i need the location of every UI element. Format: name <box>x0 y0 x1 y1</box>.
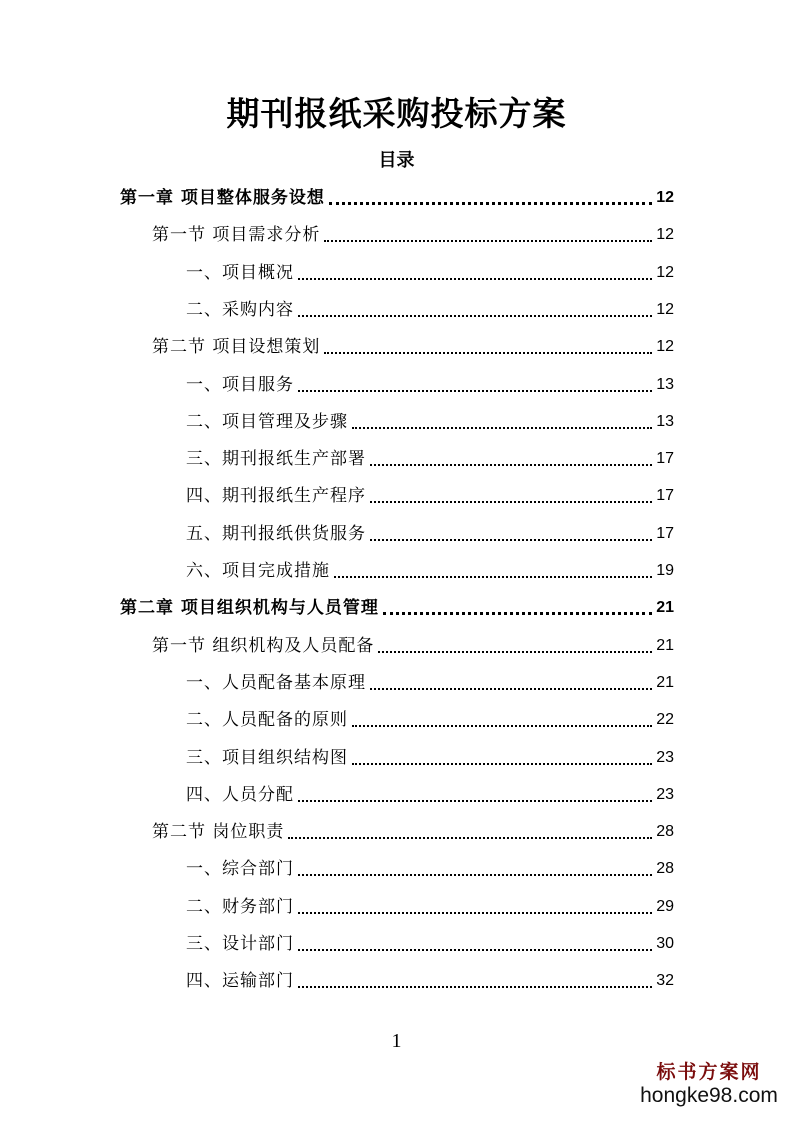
toc-entry-label: 六、项目完成措施 <box>186 561 330 581</box>
toc-entry-page: 21 <box>656 673 674 691</box>
toc-entry-page: 12 <box>656 263 674 281</box>
toc-entry-label: 第一节 组织机构及人员配备 <box>152 635 375 656</box>
toc-entry-label: 一、综合部门 <box>186 859 294 880</box>
watermark-url: hongke98.com <box>640 1084 778 1107</box>
toc-leader-dots <box>298 873 652 876</box>
toc-entry-page: 17 <box>656 487 674 505</box>
toc-entry[interactable] <box>152 333 674 361</box>
toc-entry-page: 23 <box>656 785 674 803</box>
toc-entry-page: 13 <box>656 375 674 393</box>
toc-entry-page: 19 <box>656 562 674 579</box>
watermark-name: 标书方案网 <box>656 1061 762 1083</box>
toc-entry-label: 一、项目概况 <box>186 262 294 283</box>
toc-entry[interactable] <box>152 221 674 249</box>
toc-entry-label: 五、期刊报纸供货服务 <box>186 523 366 544</box>
toc-entry[interactable] <box>120 184 674 212</box>
page-number: 1 <box>391 1030 402 1052</box>
toc-entry-label: 第二节 岗位职责 <box>152 822 285 843</box>
toc-entry-page: 29 <box>656 897 674 915</box>
toc-leader-dots <box>298 314 652 317</box>
toc-entry-label: 四、人员分配 <box>186 784 294 805</box>
toc-entry[interactable] <box>120 594 674 622</box>
toc-entry[interactable] <box>186 706 674 734</box>
toc-entry[interactable] <box>186 520 674 548</box>
toc-leader-dots <box>298 911 652 914</box>
toc-entry[interactable] <box>186 445 674 473</box>
toc-entry-page: 12 <box>656 338 674 356</box>
toc-entry-label: 三、期刊报纸生产部署 <box>186 449 366 470</box>
toc-entry[interactable] <box>186 371 674 399</box>
toc-entry-page: 17 <box>656 524 674 542</box>
toc-entry[interactable] <box>186 781 674 809</box>
toc-entry-label: 第二节 项目设想策划 <box>152 337 321 358</box>
toc-entry[interactable] <box>186 967 674 995</box>
toc-entry-label: 三、设计部门 <box>186 934 294 954</box>
toc-entry[interactable] <box>186 744 674 772</box>
toc-entry[interactable] <box>186 930 674 958</box>
toc-entry-label: 第二章 项目组织机构与人员管理 <box>120 598 379 619</box>
toc-entry[interactable] <box>186 408 674 436</box>
toc-leader-dots <box>298 985 652 988</box>
toc-entry[interactable] <box>186 893 674 921</box>
toc-entry-label: 二、采购内容 <box>186 299 294 320</box>
toc-leader-dots <box>370 538 652 541</box>
toc-leader-dots <box>298 948 652 951</box>
toc-leader-dots <box>370 500 652 503</box>
toc-leader-dots <box>298 389 652 392</box>
toc-heading: 目录 <box>378 150 415 171</box>
toc-leader-dots <box>324 351 652 354</box>
toc-leader-dots <box>378 650 652 653</box>
toc-entry-page: 17 <box>656 450 674 468</box>
toc-leader-dots <box>352 724 652 727</box>
toc-entry[interactable] <box>186 259 674 287</box>
toc-leader-dots <box>370 463 652 466</box>
toc-leader-dots <box>352 762 652 765</box>
toc-entry-page: 12 <box>656 300 674 318</box>
toc-entry-page: 12 <box>656 189 674 206</box>
toc-entry-label: 二、人员配备的原则 <box>186 710 348 731</box>
toc-leader-dots <box>352 426 652 429</box>
toc-entry[interactable] <box>186 482 674 510</box>
toc-leader-dots <box>298 799 652 802</box>
toc-entry-label: 二、项目管理及步骤 <box>186 411 348 432</box>
toc-entry-label: 四、运输部门 <box>186 971 294 992</box>
toc-entry[interactable] <box>152 818 674 846</box>
toc-entry-label: 第一节 项目需求分析 <box>152 225 321 246</box>
toc-entry-page: 21 <box>656 636 674 654</box>
toc-leader-dots <box>288 836 652 839</box>
toc-entry-label: 二、财务部门 <box>186 896 294 917</box>
toc-entry-label: 一、人员配备基本原理 <box>186 672 366 693</box>
toc-entry-page: 23 <box>656 748 674 766</box>
watermark-logo <box>639 1060 779 1108</box>
toc-entry[interactable] <box>186 557 674 585</box>
toc-entry-page: 28 <box>656 860 674 878</box>
toc-entry-page: 32 <box>656 972 674 990</box>
toc-entry[interactable] <box>186 669 674 697</box>
toc-entry-page: 12 <box>656 226 674 244</box>
toc-entry-label: 第一章 项目整体服务设想 <box>120 188 325 208</box>
toc-entry-label: 四、期刊报纸生产程序 <box>186 486 366 507</box>
toc-leader-dots <box>334 575 652 578</box>
toc-entry-page: 30 <box>656 935 674 952</box>
toc-leader-dots <box>324 239 652 242</box>
toc-entry-page: 28 <box>656 823 674 841</box>
toc-entry[interactable] <box>186 296 674 324</box>
toc-entry-label: 三、项目组织结构图 <box>186 747 348 768</box>
toc-entry-page: 22 <box>656 711 674 729</box>
toc-leader-dots <box>383 611 652 615</box>
toc-leader-dots <box>329 201 652 205</box>
document-title: 期刊报纸采购投标方案 <box>226 94 567 133</box>
toc-entry-page: 21 <box>656 599 674 617</box>
toc-leader-dots <box>298 277 652 280</box>
toc-entry-page: 13 <box>656 412 674 430</box>
toc-entry-label: 一、项目服务 <box>186 374 294 395</box>
toc-leader-dots <box>370 687 652 690</box>
toc-entry[interactable] <box>152 632 674 660</box>
toc-entry[interactable] <box>186 855 674 883</box>
